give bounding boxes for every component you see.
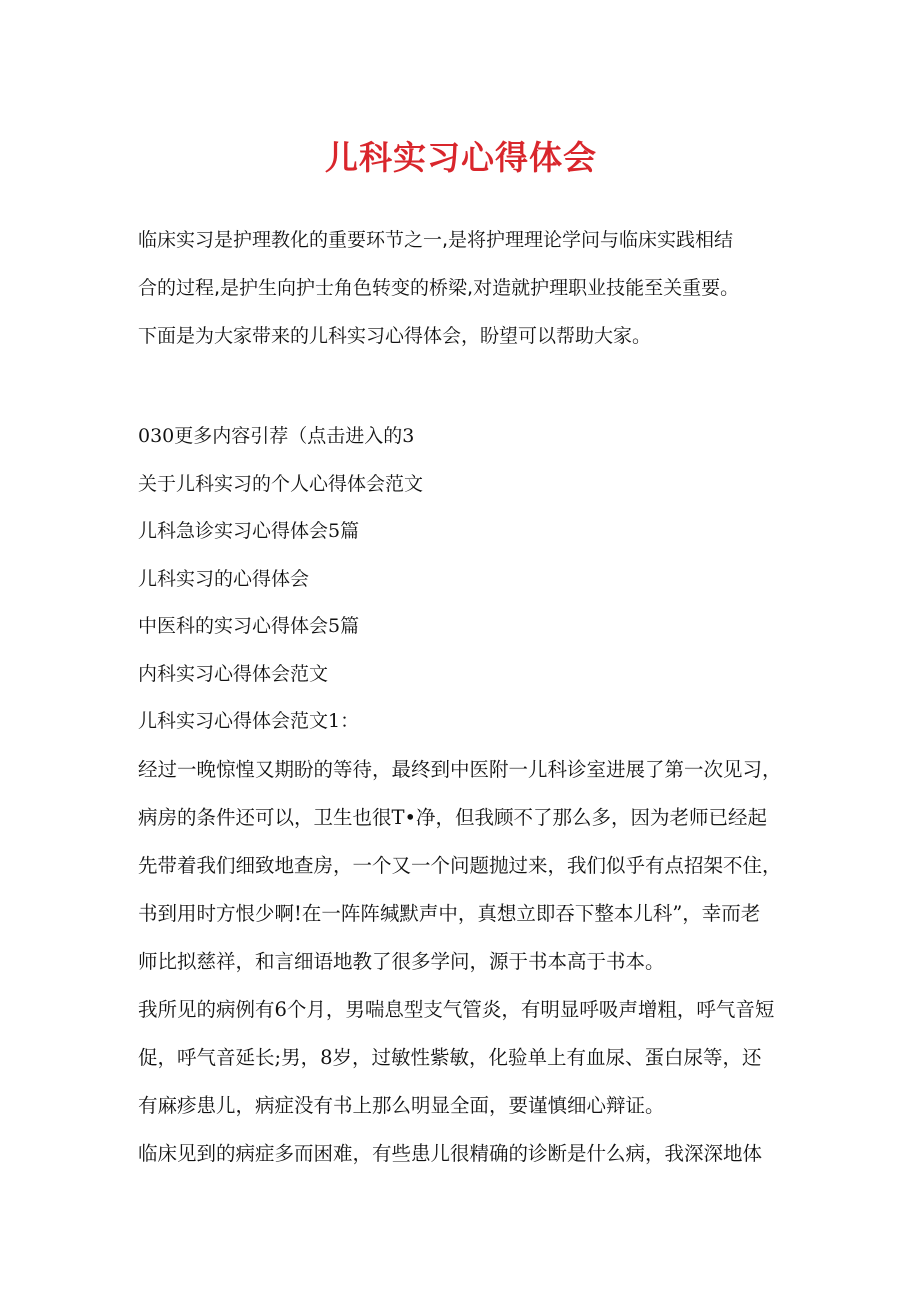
recommend-link[interactable]: 中医科的实习心得体会5篇: [138, 615, 360, 637]
recommend-link[interactable]: 内科实习心得体会范文: [138, 662, 329, 685]
recommend-link[interactable]: 儿科实习的心得体会: [138, 567, 310, 590]
recommend-link[interactable]: 关于儿科实习的个人心得体会范文: [138, 472, 424, 495]
paragraph-line: 书到用时方恨少啊!在一阵阵缄默声中，真想立即吞下整本儿科”，幸而老: [138, 901, 761, 925]
paragraph-line: 我所见的病例有6个月，男喘息型支气管炎，有明显呼吸声增粗，呼气音短: [138, 997, 775, 1021]
paragraph-line: 有麻疹患儿，病症没有书上那么明显全面，要谨慎细心辩证。: [138, 1093, 665, 1117]
paragraph-line: 先带着我们细致地查房，一个又一个问题抛过来，我们似乎有点招架不住，: [138, 853, 782, 877]
intro-line: 临床实习是护理教化的重要环节之一,是将护理理论学问与临床实践相结: [138, 229, 734, 251]
body-paragraph-1: [138, 746, 784, 986]
sample-heading: 儿科实习心得体会范文1：: [138, 710, 360, 732]
paragraph-line: 促，呼气音延长;男，8岁，过敏性紫敏，化验单上有血尿、蛋白尿等，还: [138, 1045, 762, 1069]
intro-section: [138, 216, 784, 360]
paragraph-line: 师比拟慈祥，和言细语地教了很多学问，源于书本高于书本。: [138, 949, 665, 973]
recommend-section: [138, 413, 784, 746]
body-paragraph-3: [138, 1130, 784, 1178]
intro-line: 下面是为大家带来的儿科实习心得体会，盼望可以帮助大家。: [138, 325, 652, 347]
recommend-header: 030更多内容引荐（点击进入的3: [138, 425, 415, 447]
document-title: 儿科实习心得体会: [325, 138, 597, 177]
intro-line: 合的过程,是护生向护士角色转变的桥梁,对造就护理职业技能至关重要。: [138, 277, 740, 299]
body-paragraph-2: [138, 986, 784, 1130]
paragraph-line: 临床见到的病症多而困难，有些患儿很精确的诊断是什么病，我深深地体: [138, 1141, 763, 1165]
recommend-link[interactable]: 儿科急诊实习心得体会5篇: [138, 520, 360, 542]
paragraph-line: 经过一晚惊惶又期盼的等待，最终到中医附一儿科诊室进展了第一次见习，: [138, 757, 782, 781]
paragraph-line: 病房的条件还可以，卫生也很T•净，但我顾不了那么多，因为老师已经起: [138, 805, 768, 829]
